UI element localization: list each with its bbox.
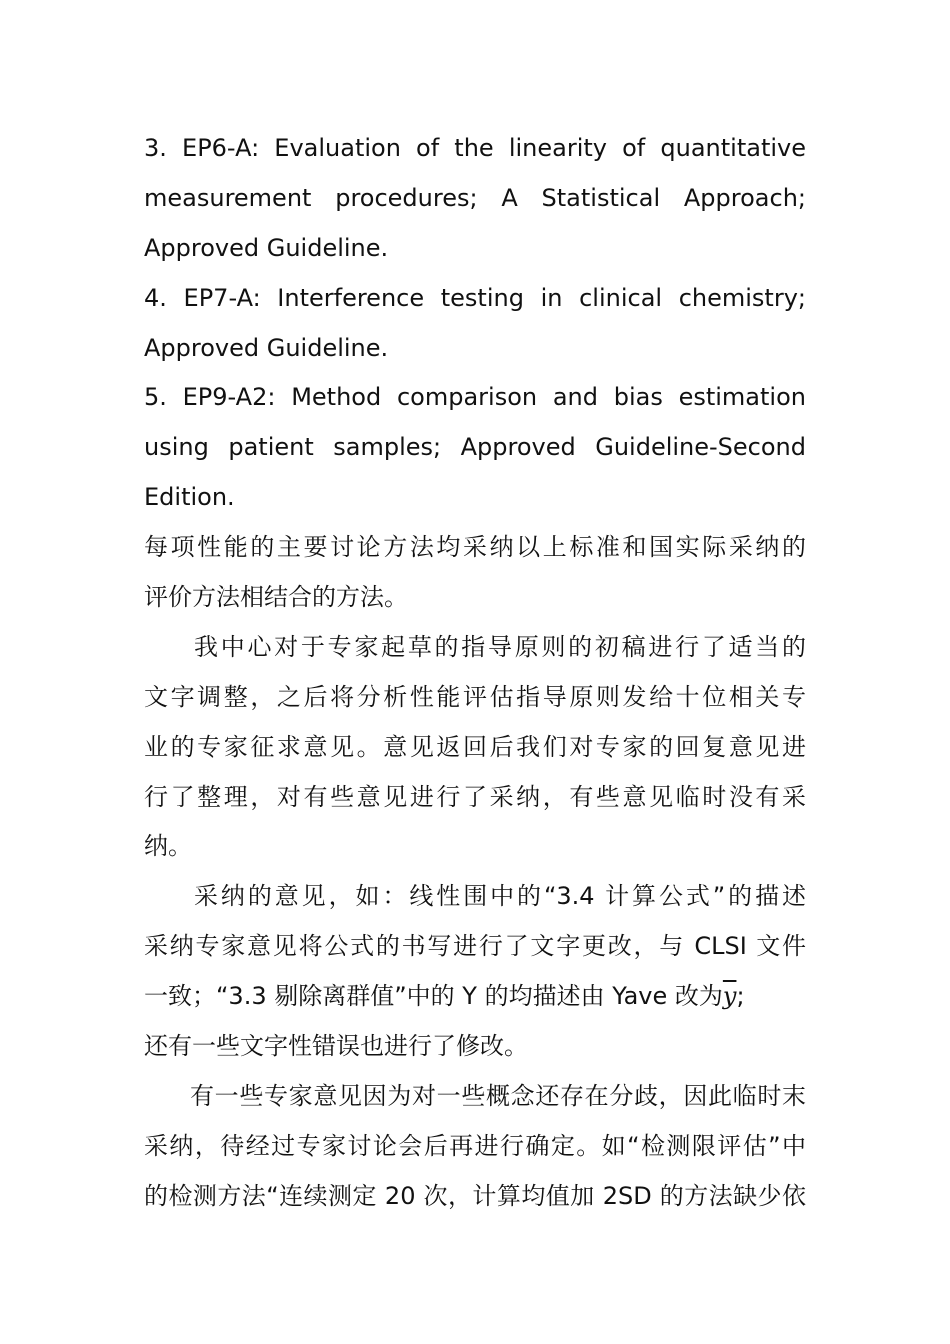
- reference-line: using patient samples; Approved Guideline-Second: [144, 433, 806, 462]
- reference-line: 4. EP7-A: Interference testing in clinical chemistry;: [144, 283, 806, 312]
- y-bar-symbol: $\overline{y}$: [722, 982, 737, 1011]
- paragraph-line: 采纳，待经过专家讨论会后再进行确定。如“检测限评估”中: [144, 1131, 806, 1160]
- paragraph-line-text: 一致；“3.3 剔除离群值”中的 Y 的均描述由 Yave 改为: [144, 982, 723, 1011]
- paragraph-line: 文字调整，之后将分析性能评估指导原则发给十位相关专: [144, 682, 806, 711]
- paragraph-line: 采纳专家意见将公式的书写进行了文字更改，与 CLSI 文件: [144, 932, 806, 961]
- paragraph-line: 评价方法相结合的方法。: [144, 583, 408, 612]
- reference-line: Approved Guideline.: [144, 233, 389, 262]
- semicolon: ;: [736, 982, 745, 1011]
- paragraph-line: 的检测方法“连续测定 20 次，计算均值加 2SD 的方法缺少依: [144, 1181, 806, 1210]
- paragraph-line: 采纳的意见，如：线性围中的“3.4 计算公式”的描述: [194, 882, 806, 911]
- reference-line: Edition.: [144, 483, 235, 512]
- reference-line: 3. EP6-A: Evaluation of the linearity of quantitative: [144, 134, 806, 162]
- reference-line: 5. EP9-A2: Method comparison and bias estimation: [144, 383, 806, 412]
- reference-line: Approved Guideline.: [144, 333, 389, 362]
- document-body: [144, 124, 806, 1222]
- paragraph-line: 纳。: [144, 832, 192, 861]
- paragraph-line: [144, 972, 806, 1022]
- paragraph-line: 业的专家征求意见。意见返回后我们对专家的回复意见进: [144, 732, 806, 761]
- paragraph-line: 行了整理，对有些意见进行了采纳，有些意见临时没有采: [144, 782, 806, 811]
- paragraph-line: 还有一些文字性错误也进行了修改。: [144, 1032, 528, 1061]
- paragraph-line: 每项性能的主要讨论方法均采纳以上标准和国实际采纳的: [144, 533, 806, 562]
- paragraph-line: 我中心对于专家起草的指导原则的初稿进行了适当的: [194, 632, 806, 661]
- reference-line: measurement procedures; A Statistical Approach;: [144, 183, 806, 212]
- paragraph-line: 有一些专家意见因为对一些概念还存在分歧，因此临时末: [190, 1081, 806, 1110]
